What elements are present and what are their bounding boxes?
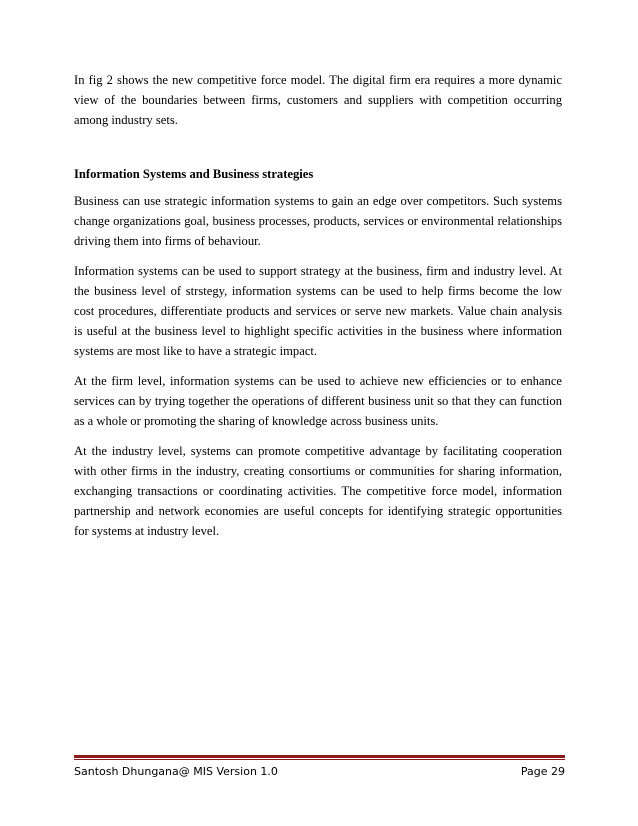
- footer-author: Santosh Dhungana@ MIS Version 1.0: [74, 765, 278, 778]
- intro-paragraph: In fig 2 shows the new competitive force model. The digital firm era requires a more dynamic view of the boundaries between firms, customers and suppliers with competition occurring among industry sets.: [74, 73, 562, 127]
- body-paragraph: At the firm level, information systems can be used to achieve new efficiencies or to enhance services can by trying together the operations of different business unit so that they can function as a whole or promoting the sharing of knowledge across business units.: [74, 374, 562, 428]
- body-paragraph: At the industry level, systems can promote competitive advantage by facilitating cooperation with other firms in the industry, creating consortiums or communities for sharing information, exchanging transactions or coordinating activities. The competitive force model, information partnership and network economies are useful concepts for identifying strategic opportunities for systems at industry level.: [74, 444, 562, 538]
- page-number: Page 29: [520, 765, 565, 778]
- page-footer: [74, 765, 565, 779]
- page-content: [74, 70, 562, 551]
- footer-rule-thick: [74, 755, 565, 758]
- body-paragraph: Business can use strategic information systems to gain an edge over competitors. Such systems change organizations goal, business processes, products, services or environmental relationships driving them into firms of behaviour.: [74, 194, 562, 248]
- section-heading: Information Systems and Business strategies: [74, 167, 314, 181]
- footer-rule-thin: [74, 759, 565, 760]
- body-paragraph: Information systems can be used to support strategy at the business, firm and industry level. At the business level of strstegy, information systems can be used to help firms become the low cost procedures, differentiate products and services or serve new markets. Value chain analysis is useful at the business level to highlight specific activities in the business where information systems are most like to have a strategic impact.: [74, 264, 562, 358]
